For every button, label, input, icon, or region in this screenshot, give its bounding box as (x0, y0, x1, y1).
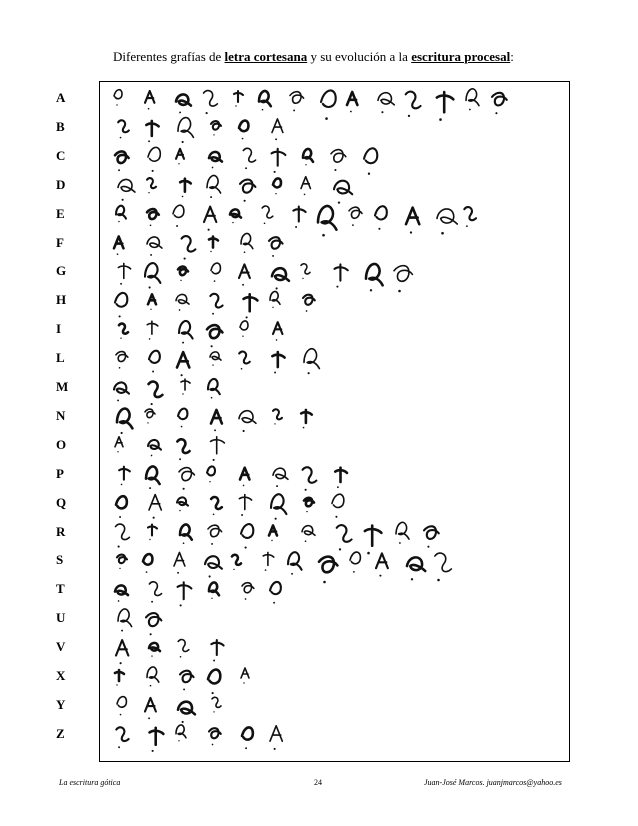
letter-label-u: U (56, 610, 66, 626)
glyph-s-12 (435, 553, 452, 581)
glyph-q-7 (304, 498, 314, 512)
glyph-q-3 (177, 497, 188, 511)
heading-prefix: Diferentes grafías de (113, 49, 222, 64)
glyph-n-2 (145, 409, 155, 423)
glyph-f-3 (182, 236, 196, 260)
footer-author: Juan-José Marcos. juanjmarcos@yahoo.es (424, 778, 562, 787)
letter-label-f: F (56, 234, 64, 250)
glyph-s-3 (174, 552, 185, 573)
glyph-e-9 (349, 207, 362, 226)
glyph-t-1 (115, 585, 128, 601)
glyph-e-7 (293, 207, 305, 228)
glyph-q-1 (116, 496, 127, 518)
glyph-h-5 (244, 294, 258, 318)
glyph-a-4 (204, 91, 218, 115)
glyph-e-3 (173, 205, 184, 227)
glyph-h-2 (148, 294, 156, 310)
glyph-d-5 (240, 180, 255, 202)
glyph-i-6 (273, 322, 282, 341)
glyph-r-10 (396, 522, 409, 544)
glyph-e-2 (147, 209, 159, 226)
glyph-g-5 (239, 264, 250, 285)
letter-label-x: X (56, 668, 66, 683)
glyph-q-4 (211, 497, 222, 515)
glyph-s-10 (376, 553, 388, 576)
glyph-l-5 (239, 352, 250, 370)
glyph-h-6 (270, 291, 280, 308)
glyph-l-1 (116, 352, 128, 369)
glyph-b-2 (146, 121, 158, 142)
glyph-z-6 (270, 726, 282, 750)
glyph-a-5 (234, 91, 243, 107)
glyph-c-9 (364, 148, 377, 175)
letter-label-r: R (56, 523, 66, 539)
glyph-f-4 (209, 237, 218, 253)
glyph-a-14 (492, 93, 507, 114)
glyph-u-1 (118, 609, 132, 632)
handwriting-glyphs (100, 82, 569, 761)
glyph-e-4 (204, 207, 216, 231)
glyph-o-2 (148, 440, 161, 456)
glyph-m-2 (149, 382, 163, 406)
glyph-s-8 (319, 557, 337, 584)
glyph-i-5 (240, 321, 248, 337)
glyph-h-4 (210, 294, 222, 315)
glyph-c-3 (176, 149, 184, 165)
glyph-h-3 (176, 294, 189, 310)
glyph-r-9 (365, 526, 382, 555)
letter-label-z: Z (56, 725, 65, 741)
glyph-p-2 (146, 466, 160, 489)
glyph-f-6 (269, 237, 283, 257)
letter-label-h: H (56, 292, 67, 308)
glyph-b-5 (239, 121, 248, 140)
glyph-c-6 (272, 149, 286, 173)
glyph-s-2 (143, 554, 152, 573)
glyph-t-6 (270, 582, 281, 604)
glyph-q-8 (332, 494, 344, 518)
glyph-c-5 (243, 148, 255, 169)
glyph-m-4 (208, 379, 220, 399)
glyph-s-6 (263, 552, 274, 571)
glyph-l-3 (177, 352, 189, 376)
glyph-e-5 (230, 209, 241, 223)
letter-label-m: M (56, 379, 69, 394)
letter-label-v: V (56, 639, 66, 655)
glyph-y-4 (212, 697, 221, 712)
glyph-p-7 (303, 467, 317, 491)
glyph-l-6 (272, 352, 284, 373)
glyph-s-5 (232, 555, 241, 570)
glyph-z-1 (116, 727, 128, 748)
glyph-t-4 (209, 582, 219, 599)
glyph-z-3 (176, 725, 186, 742)
heading-term-procesal: escritura procesal (411, 49, 511, 64)
glyph-i-3 (179, 321, 193, 344)
glyph-t-3 (178, 582, 192, 606)
glyph-o-1 (115, 437, 123, 453)
glyph-e-12 (437, 209, 457, 235)
letter-label-y: Y (56, 696, 66, 712)
glyph-a-7 (290, 92, 304, 112)
glyph-b-4 (211, 121, 221, 135)
glyph-r-5 (241, 524, 253, 549)
glyph-d-7 (301, 177, 310, 196)
glyph-i-2 (147, 321, 158, 340)
glyph-v-2 (149, 643, 160, 657)
glyph-d-8 (334, 181, 352, 204)
glyph-a-9 (347, 92, 357, 112)
glyph-x-3 (180, 671, 194, 691)
glyph-e-10 (375, 206, 387, 230)
glyph-y-2 (145, 698, 156, 719)
glyph-c-7 (303, 149, 313, 166)
letter-label-g: G (56, 263, 67, 279)
letter-label-l: L (56, 350, 65, 366)
glyph-n-1 (117, 409, 132, 435)
glyph-a-2 (145, 91, 154, 110)
glyph-p-6 (273, 468, 288, 487)
glyph-s-1 (117, 555, 127, 569)
glyph-r-1 (116, 524, 130, 548)
glyph-a-6 (259, 91, 271, 111)
glyph-i-1 (119, 324, 128, 339)
glyph-s-9 (350, 552, 360, 573)
glyph-u-2 (146, 613, 161, 635)
letter-label-a: A (56, 90, 66, 105)
glyph-g-1 (118, 263, 130, 284)
glyph-c-2 (148, 147, 160, 172)
glyph-l-4 (210, 352, 221, 366)
glyph-n-6 (273, 409, 282, 424)
glyph-e-1 (116, 206, 126, 223)
glyph-a-10 (378, 93, 394, 114)
glyph-h-1 (115, 293, 127, 318)
glyph-d-6 (273, 178, 281, 194)
glyph-g-9 (366, 264, 383, 292)
glyph-t-2 (149, 582, 161, 603)
glyph-l-2 (149, 351, 160, 373)
glyph-l-7 (304, 349, 319, 375)
glyph-v-4 (211, 640, 223, 661)
glyph-o-3 (177, 439, 189, 460)
letter-label-o: O (56, 436, 67, 452)
glyph-s-7 (288, 552, 302, 575)
glyph-c-4 (209, 152, 222, 168)
glyph-a-13 (466, 89, 479, 111)
glyph-x-1 (115, 670, 124, 686)
glyph-x-2 (147, 667, 159, 687)
glyph-q-5 (239, 495, 251, 516)
glyph-t-5 (242, 583, 254, 600)
glyph-m-3 (181, 379, 190, 395)
glyph-d-1 (118, 179, 135, 200)
glyph-c-8 (331, 150, 346, 171)
glyph-f-1 (114, 237, 123, 256)
glyph-a-11 (406, 92, 421, 117)
glyph-s-4 (205, 556, 222, 577)
glyph-g-4 (211, 263, 220, 282)
glyph-b-6 (272, 119, 283, 140)
heading-suffix: : (510, 49, 514, 64)
glyph-x-5 (241, 668, 249, 684)
letter-label-b: B (56, 118, 65, 134)
glyph-q-2 (149, 495, 161, 519)
glyph-g-3 (178, 267, 188, 281)
glyph-n-5 (239, 411, 256, 432)
glyph-g-7 (301, 264, 310, 279)
glyph-c-1 (115, 151, 129, 171)
glyph-r-4 (208, 525, 222, 545)
glyph-d-3 (180, 179, 191, 198)
glyph-a-12 (437, 92, 454, 121)
heading-term-cortesana: letra cortesana (224, 49, 308, 64)
glyph-r-7 (302, 526, 315, 542)
letter-label-p: P (56, 465, 64, 481)
glyph-v-3 (178, 640, 189, 658)
letter-label-c: C (56, 147, 66, 163)
glyph-g-6 (272, 268, 289, 289)
letter-label-q: Q (56, 494, 67, 510)
glyph-b-1 (118, 120, 129, 138)
page-heading (113, 49, 583, 65)
letter-label-d: D (56, 176, 66, 192)
footer-title: La escritura gótica (59, 778, 121, 787)
letter-label-s: S (56, 552, 64, 568)
glyph-h-7 (303, 295, 315, 312)
letter-label-n: N (56, 407, 66, 423)
glyph-a-8 (321, 90, 336, 119)
heading-middle: y su evolución a la (310, 49, 408, 64)
glyph-r-8 (337, 525, 352, 550)
glyph-z-2 (150, 728, 164, 752)
glyph-f-5 (241, 233, 253, 253)
handwriting-plate (99, 81, 570, 762)
glyph-m-1 (114, 382, 129, 401)
glyph-g-8 (334, 264, 347, 287)
glyph-e-13 (464, 207, 476, 227)
glyph-r-2 (148, 525, 157, 541)
glyph-z-4 (209, 728, 221, 745)
glyph-f-2 (147, 237, 162, 256)
glyph-x-4 (208, 670, 220, 695)
glyph-e-8 (318, 206, 336, 237)
glyph-a-1 (114, 90, 122, 106)
glyph-p-3 (179, 468, 194, 490)
glyph-y-3 (178, 702, 195, 723)
letter-label-e: E (56, 205, 65, 221)
glyph-g-10 (394, 266, 412, 293)
glyph-a-3 (176, 94, 191, 113)
letter-label-t: T (56, 581, 65, 597)
glyph-y-1 (117, 697, 126, 716)
glyph-p-8 (335, 468, 347, 488)
glyph-v-1 (116, 640, 128, 664)
footer-page-number: 24 (314, 778, 322, 787)
glyph-n-7 (301, 410, 312, 429)
glyph-e-6 (262, 206, 273, 224)
glyph-i-4 (207, 325, 222, 347)
letter-label-i: I (56, 321, 62, 337)
glyph-r-6 (269, 526, 277, 542)
glyph-o-4 (211, 437, 225, 461)
glyph-e-11 (406, 208, 419, 234)
glyph-d-4 (207, 175, 221, 198)
glyph-n-3 (178, 409, 187, 428)
glyph-r-3 (180, 524, 192, 544)
glyph-z-5 (242, 727, 253, 749)
glyph-p-5 (240, 468, 249, 487)
glyph-q-6 (271, 494, 286, 520)
glyph-d-2 (147, 178, 156, 193)
glyph-n-4 (211, 410, 222, 431)
glyph-g-2 (145, 263, 160, 289)
glyph-b-3 (178, 118, 193, 144)
glyph-r-11 (424, 526, 439, 547)
glyph-p-4 (207, 466, 215, 482)
glyph-p-1 (119, 467, 130, 486)
glyph-s-11 (407, 557, 425, 580)
